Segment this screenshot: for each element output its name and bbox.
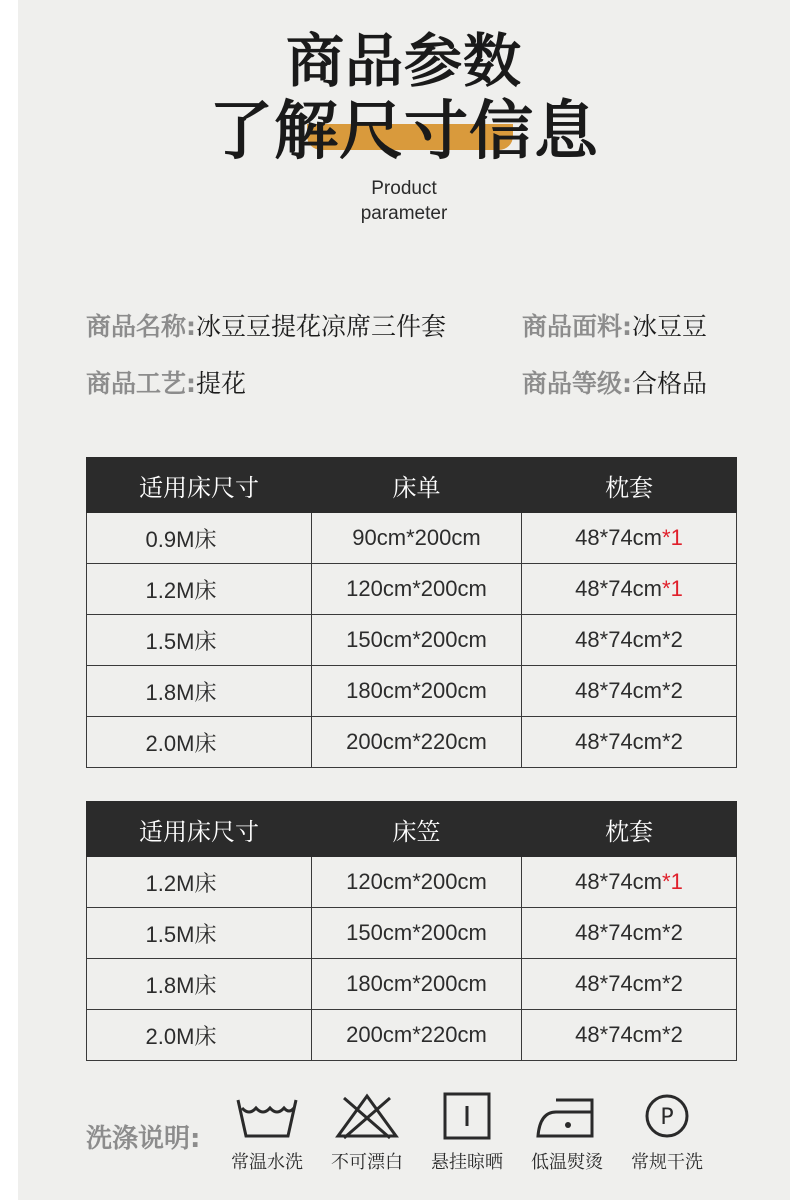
sheet-size-cell: 200cm*220cm xyxy=(312,1010,522,1061)
sheet-size-table xyxy=(86,457,737,768)
subtitle-line-1: Product xyxy=(371,178,437,199)
pillowcase-quantity: *2 xyxy=(662,627,683,652)
info-label: 商品名称: xyxy=(86,312,196,341)
pillowcase-quantity: *2 xyxy=(662,1022,683,1047)
table-row xyxy=(87,1010,737,1061)
info-value: 冰豆豆 xyxy=(632,312,708,341)
pillowcase-size: 48*74cm xyxy=(575,627,663,652)
pillowcase-cell xyxy=(522,666,737,717)
pillowcase-size: 48*74cm xyxy=(575,869,663,894)
iron-low-icon xyxy=(534,1092,600,1140)
info-value: 冰豆豆提花凉席三件套 xyxy=(196,312,447,341)
care-item-dry-clean xyxy=(622,1092,712,1174)
bed-size-cell: 0.9M床 xyxy=(87,513,312,564)
pillowcase-size: 48*74cm xyxy=(575,1022,663,1047)
info-fabric xyxy=(522,307,707,343)
bed-size-cell: 2.0M床 xyxy=(87,717,312,768)
care-caption: 悬挂晾晒 xyxy=(431,1152,503,1173)
sheet-size-cell: 120cm*200cm xyxy=(312,857,522,908)
pillowcase-size: 48*74cm xyxy=(575,576,663,601)
pillowcase-cell xyxy=(522,717,737,768)
dry-clean-letter: P xyxy=(660,1105,674,1130)
table-row xyxy=(87,959,737,1010)
column-header-bed-size: 适用床尺寸 xyxy=(87,802,312,857)
pillowcase-cell xyxy=(522,908,737,959)
sheet-size-cell: 150cm*200cm xyxy=(312,615,522,666)
info-label: 商品面料: xyxy=(522,312,632,341)
pillowcase-quantity: *2 xyxy=(662,678,683,703)
no-bleach-icon xyxy=(334,1092,400,1140)
pillowcase-quantity: *1 xyxy=(662,576,683,601)
sheet-size-cell: 200cm*220cm xyxy=(312,717,522,768)
washtub-icon xyxy=(234,1092,300,1140)
pillowcase-cell xyxy=(522,959,737,1010)
info-value: 提花 xyxy=(196,369,247,398)
table-header-row xyxy=(87,802,737,857)
page-subtitle-heading: 了解尺寸信息 xyxy=(209,95,599,169)
pillowcase-quantity: *2 xyxy=(662,729,683,754)
line-dry-icon xyxy=(434,1092,500,1140)
care-caption: 低温熨烫 xyxy=(531,1152,603,1173)
table-row xyxy=(87,666,737,717)
care-item-line-dry xyxy=(422,1092,512,1174)
care-instructions-label: 洗涤说明: xyxy=(86,1124,201,1154)
table-row xyxy=(87,857,737,908)
bed-size-cell: 1.5M床 xyxy=(87,908,312,959)
bed-size-cell: 1.8M床 xyxy=(87,959,312,1010)
dry-clean-p-icon xyxy=(634,1092,700,1140)
info-label: 商品等级: xyxy=(522,369,632,398)
pillowcase-quantity: *2 xyxy=(662,920,683,945)
sheet-size-cell: 180cm*200cm xyxy=(312,959,522,1010)
care-caption: 常规干洗 xyxy=(631,1152,703,1173)
care-caption: 不可漂白 xyxy=(331,1152,403,1173)
table-row xyxy=(87,615,737,666)
bed-size-cell: 1.5M床 xyxy=(87,615,312,666)
column-header-bed-size: 适用床尺寸 xyxy=(87,458,312,513)
pillowcase-quantity: *2 xyxy=(662,971,683,996)
fitted-sheet-size-table xyxy=(86,801,737,1061)
sheet-size-cell: 180cm*200cm xyxy=(312,666,522,717)
table-row xyxy=(87,513,737,564)
info-product-name xyxy=(86,307,446,343)
pillowcase-cell xyxy=(522,615,737,666)
pillowcase-size: 48*74cm xyxy=(575,525,663,550)
subtitle-line-2: parameter xyxy=(360,203,448,224)
parameter-page xyxy=(18,0,790,1200)
info-craft xyxy=(86,364,246,400)
care-item-no-bleach xyxy=(322,1092,412,1174)
table-row xyxy=(87,717,737,768)
bed-size-cell: 1.8M床 xyxy=(87,666,312,717)
column-header-sheet: 床单 xyxy=(312,458,522,513)
table-row xyxy=(87,564,737,615)
pillowcase-size: 48*74cm xyxy=(575,971,663,996)
sheet-size-cell: 90cm*200cm xyxy=(312,513,522,564)
table-row xyxy=(87,908,737,959)
bed-size-cell: 1.2M床 xyxy=(87,857,312,908)
pillowcase-quantity: *1 xyxy=(662,525,683,550)
bed-size-cell: 2.0M床 xyxy=(87,1010,312,1061)
column-header-pillowcase: 枕套 xyxy=(522,802,737,857)
page-title: 商品参数 xyxy=(285,27,522,95)
care-item-wash xyxy=(222,1092,312,1174)
pillowcase-quantity: *1 xyxy=(662,869,683,894)
pillowcase-cell xyxy=(522,513,737,564)
column-header-pillowcase: 枕套 xyxy=(522,458,737,513)
pillowcase-size: 48*74cm xyxy=(575,678,663,703)
bed-size-cell: 1.2M床 xyxy=(87,564,312,615)
english-subtitle xyxy=(18,176,790,226)
pillowcase-cell xyxy=(522,1010,737,1061)
info-grade xyxy=(522,364,707,400)
pillowcase-size: 48*74cm xyxy=(575,920,663,945)
info-value: 合格品 xyxy=(632,369,708,398)
care-caption: 常温水洗 xyxy=(231,1152,303,1173)
sheet-size-cell: 150cm*200cm xyxy=(312,908,522,959)
sheet-size-cell: 120cm*200cm xyxy=(312,564,522,615)
pillowcase-size: 48*74cm xyxy=(575,729,663,754)
care-item-iron xyxy=(522,1092,612,1174)
pillowcase-cell xyxy=(522,564,737,615)
info-label: 商品工艺: xyxy=(86,369,196,398)
column-header-fitted-sheet: 床笠 xyxy=(312,802,522,857)
table-header-row xyxy=(87,458,737,513)
pillowcase-cell xyxy=(522,857,737,908)
